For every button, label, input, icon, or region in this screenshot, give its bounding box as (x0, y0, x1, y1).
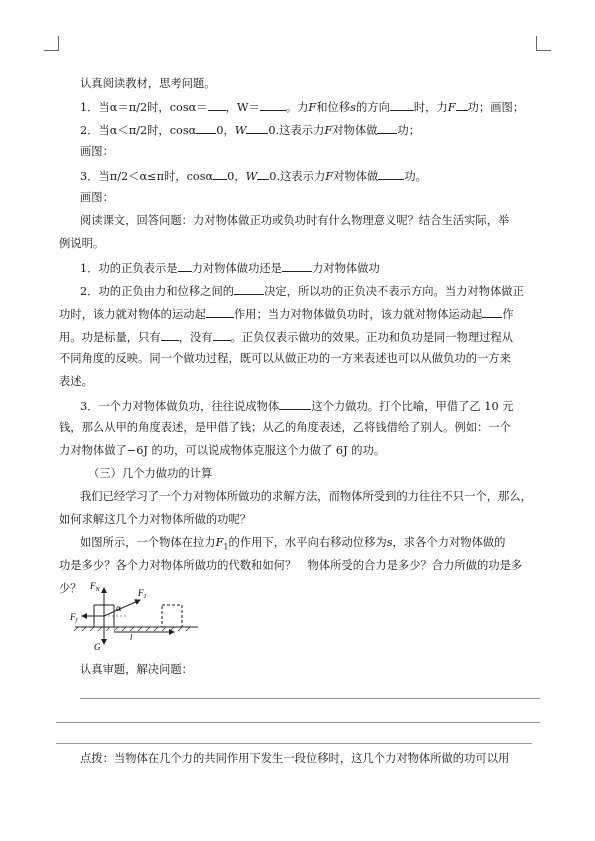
crop-mark-top-right (536, 36, 551, 51)
point-2-line-2: 功时，该力就对物体的运动起 作用；当力对物体做负功时，该力就对物体运动起 作 (59, 308, 514, 321)
point-2-line-4: 不同角度的反映。同一个做功过程，既可以从做正功的一方来表述也可以从做负功的一方来 (59, 352, 511, 365)
answer-line[interactable] (56, 722, 540, 723)
force-diagram (70, 580, 210, 655)
blank[interactable] (246, 122, 268, 134)
reading-prompt-line-1: 阅读课文，回答问题：力对物体做正功或负功时有什么物理意义呢？结合生活实际，举 (80, 214, 510, 227)
point-1: 1．功的正负表示是 力对物体做功还是 力对物体做功 (80, 262, 380, 275)
blank[interactable] (213, 168, 227, 180)
label-gravity: G (94, 642, 101, 652)
question-1: 1．当α＝π/2时，cosα＝ ，W＝ 。力F和位移s的方向 时，力F 功；画图； (80, 101, 525, 114)
blank[interactable] (282, 260, 312, 272)
task-prompt: 认真审题，解决问题： (80, 663, 193, 676)
blank[interactable] (456, 99, 468, 111)
draw-label-1: 画图： (80, 145, 114, 158)
point-3-line-1: 3．一个力对物体做负功，往往说成物体 这个力做功。打个比喻，甲借了乙 10 元 (80, 400, 514, 413)
label-pull-force: $F_1$ (138, 588, 147, 600)
blank[interactable] (178, 260, 192, 272)
ground-hatching (74, 627, 190, 631)
reading-prompt-line-2: 例说明。 (59, 237, 105, 250)
answer-line[interactable] (56, 743, 532, 744)
blank[interactable] (260, 99, 286, 111)
point-2-line-5: 表述。 (59, 375, 93, 388)
blank[interactable] (161, 329, 179, 341)
question-2: 2．当α＜π/2时，cosα 0，W 0.这表示力F对物体做 功； (80, 124, 421, 137)
pull-force-arrow (104, 600, 140, 616)
label-friction: $F_f$ (70, 612, 78, 624)
section-3-line-1: 我们已经学习了一个力对物体所做功的求解方法，而物体所受到的力往往不只一个，那么， (80, 490, 532, 503)
section-3-line-5: 少？ (59, 582, 82, 595)
crop-mark-top-left (44, 36, 59, 51)
blank[interactable] (377, 122, 397, 134)
intro-text: 认真阅读教材，思考问题。 (80, 77, 216, 90)
section-3-line-2: 如何求解这几个力对物体所做的功呢？ (59, 513, 252, 526)
blank[interactable] (378, 168, 404, 180)
point-3-line-2: 钱，那么从甲的角度表述，是甲借了钱；从乙的角度表述，乙将钱借给了别人。例如：一个 (59, 421, 511, 434)
blank[interactable] (482, 306, 502, 318)
blank[interactable] (234, 283, 264, 295)
label-angle: α (116, 604, 122, 613)
blank[interactable] (208, 99, 226, 111)
label-displacement: l (130, 633, 133, 642)
answer-line[interactable] (80, 698, 540, 699)
point-2-line-1: 2．功的正负由力和位移之间的 决定，所以功的正负决不表示方向。当力对物体做正 (80, 285, 524, 298)
section-3-line-4: 功是多少？各个力对物体所做功的代数和如何？ 物体所受的合力是多少？合力所做的功是多 (59, 559, 523, 572)
label-normal-force: $F_N$ (90, 581, 100, 593)
draw-label-2: 画图： (80, 191, 114, 204)
blank[interactable] (257, 168, 269, 180)
hint-text: 点拨：当物体在几个力的共同作用下发生一段位移时，这几个力对物体所做的功可以用 (80, 752, 510, 765)
blank[interactable] (279, 398, 311, 410)
blank[interactable] (206, 306, 234, 318)
blank[interactable] (213, 329, 231, 341)
section-3-line-3: 如图所示，一个物体在拉力$F_1$的作用下，水平向右移动位移为s，求各个力对物体做的 (80, 536, 506, 552)
block-end (162, 605, 182, 627)
point-2-line-3: 用。功是标量，只有 ，没有 。正负仅表示做功的效果。正功和负功是同一物理过程从 (59, 331, 514, 344)
blank[interactable] (196, 122, 216, 134)
question-3: 3．当π/2＜α≤π时，cosα 0，W 0.这表示力F对物体做 功。 (80, 170, 427, 183)
point-3-line-3: 力对物体做了−6J 的功，可以说成物体克服这个力做了 6J 的功。 (59, 444, 386, 457)
blank[interactable] (390, 99, 414, 111)
section-heading: （三）几个力做功的计算 (88, 467, 213, 480)
